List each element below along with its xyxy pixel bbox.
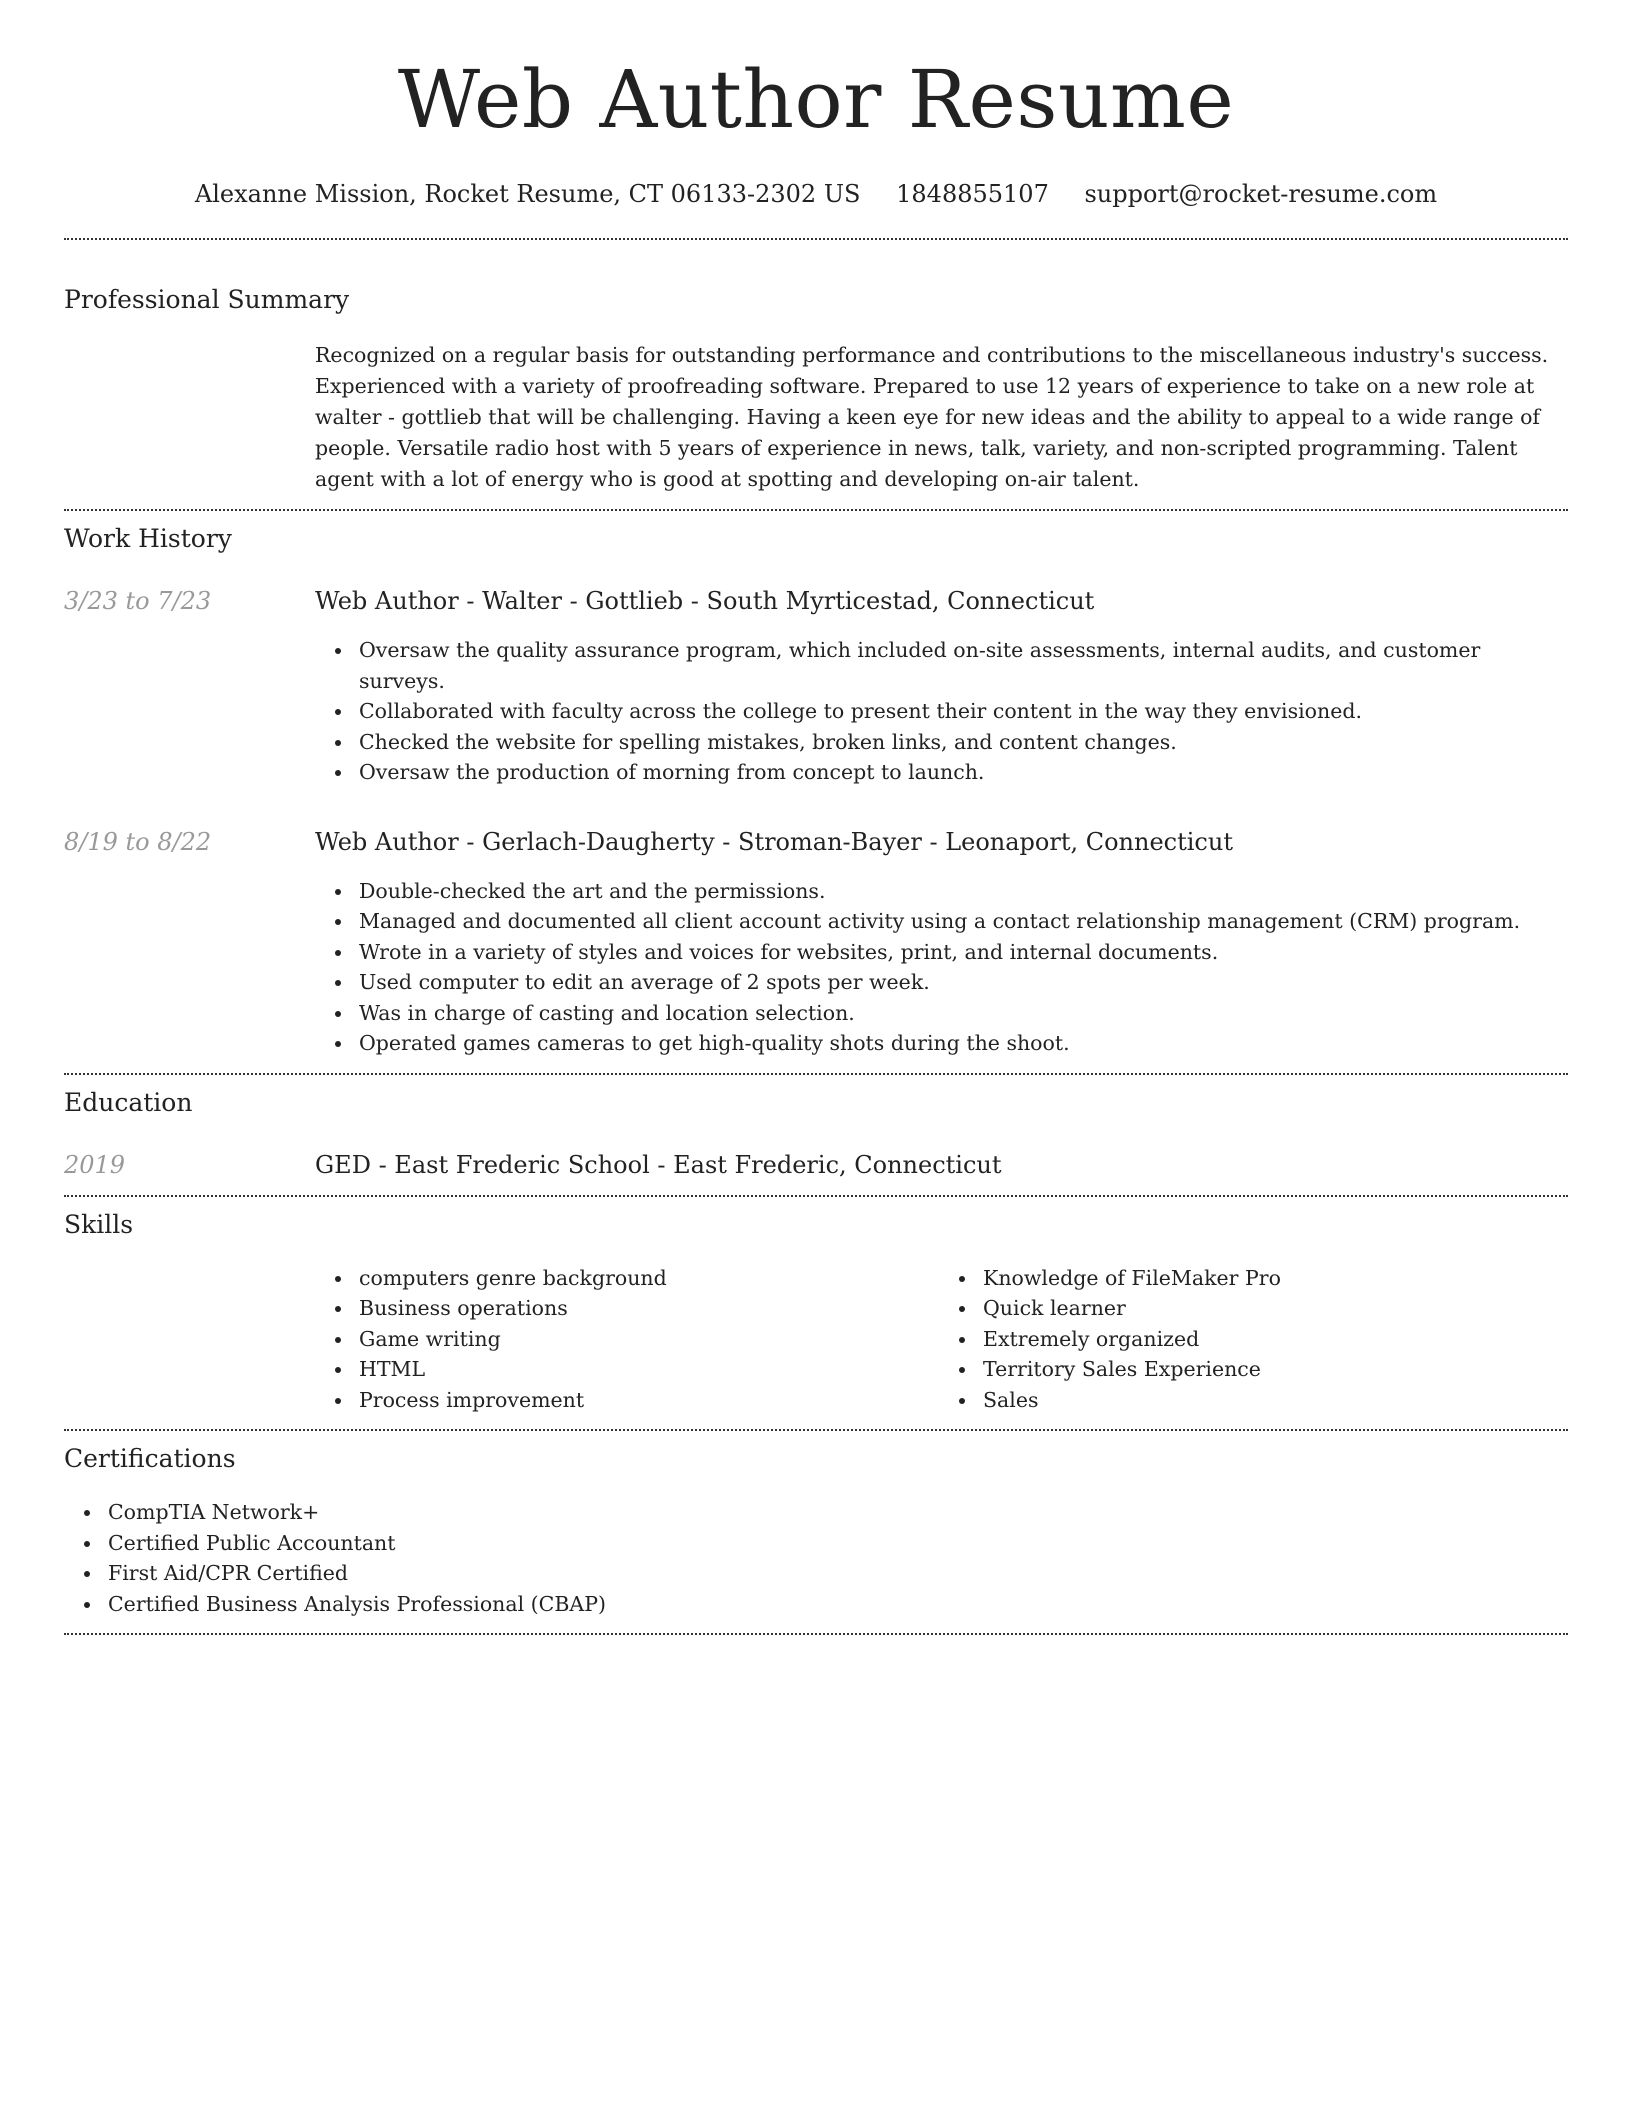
list-item: Used computer to edit an average of 2 spots per week. [323, 967, 1568, 998]
list-item: Sales [947, 1385, 1563, 1416]
job-bullets [323, 876, 1568, 1059]
section-heading-education: Education [64, 1087, 193, 1117]
skills-section [64, 1197, 1568, 1430]
list-item: HTML [323, 1354, 939, 1385]
job-entry [64, 826, 1568, 1073]
section-heading-summary: Professional Summary [64, 285, 350, 314]
job-title: Web Author - Walter - Gottlieb - South Myrticestad, Connecticut [315, 587, 1095, 615]
professional-summary-section [64, 240, 1568, 509]
list-item: Quick learner [947, 1293, 1563, 1324]
list-item: First Aid/CPR Certified [72, 1558, 1568, 1589]
section-heading-work: Work History [64, 524, 232, 553]
job-dates: 3/23 to 7/23 [64, 587, 212, 615]
list-item: Oversaw the quality assurance program, which included on-site assessments, internal audits, and customer surveys. [323, 635, 1568, 696]
job-entry [64, 585, 1568, 788]
list-item: Territory Sales Experience [947, 1354, 1563, 1385]
list-item: Extremely organized [947, 1324, 1563, 1355]
list-item: Collaborated with faculty across the college to present their content in the way they envisioned. [323, 696, 1568, 727]
job-bullets [323, 635, 1568, 788]
list-item: Business operations [323, 1293, 939, 1324]
job-title: Web Author - Gerlach-Daugherty - Stroman-Bayer - Leonaport, Connecticut [315, 827, 1233, 856]
certifications-section [64, 1431, 1568, 1633]
work-history-section [64, 511, 1568, 1073]
list-item: Oversaw the production of morning from concept to launch. [323, 757, 1568, 788]
section-heading-skills: Skills [64, 1209, 134, 1239]
list-item: Checked the website for spelling mistakes, broken links, and content changes. [323, 727, 1568, 758]
list-item: Was in charge of casting and location selection. [323, 998, 1568, 1029]
list-item: Game writing [323, 1324, 939, 1355]
list-item: Process improvement [323, 1385, 939, 1416]
list-item: Double-checked the art and the permissions. [323, 876, 1568, 907]
list-item: Knowledge of FileMaker Pro [947, 1263, 1563, 1294]
list-item: computers genre background [323, 1263, 939, 1294]
skills-list-left [323, 1263, 939, 1416]
list-item: CompTIA Network+ [72, 1497, 1568, 1528]
list-item: Certified Business Analysis Professional (CBAP) [72, 1589, 1568, 1620]
resume-page [64, 0, 1568, 1635]
job-dates: 8/19 to 8/22 [64, 827, 212, 856]
contact-phone: 1848855107 [896, 180, 1049, 208]
list-item: Operated games cameras to get high-quality shots during the shoot. [323, 1028, 1568, 1059]
certifications-list [72, 1497, 1568, 1619]
education-entry [64, 1149, 1568, 1181]
education-section [64, 1075, 1568, 1195]
contact-line [64, 178, 1568, 210]
skills-grid [315, 1263, 1568, 1416]
skills-list-right [947, 1263, 1563, 1416]
contact-email: support@rocket-resume.com [1084, 180, 1438, 208]
education-date: 2019 [64, 1150, 126, 1179]
list-item: Wrote in a variety of styles and voices for websites, print, and internal documents. [323, 937, 1568, 968]
section-divider [64, 1633, 1568, 1635]
education-title: GED - East Frederic School - East Frederic, Connecticut [315, 1150, 1002, 1179]
section-heading-certifications: Certifications [64, 1444, 236, 1473]
summary-text: Recognized on a regular basis for outstanding performance and contributions to the miscellaneous industry's success. Experienced with a variety of proofreading software. Prepared to use 12 years of experience to take on a new role at walter - gottlieb that will be challenging. Having a keen eye for new ideas and the ability to appeal to a wide range of people. Versatile radio host with 5 years of experience in news, talk, variety, and non-scripted programming. Talent agent with a lot of energy who is good at spotting and developing on-air talent. [315, 343, 1549, 491]
page-title: Web Author Resume [397, 53, 1235, 146]
list-item: Managed and documented all client account activity using a contact relationship management (CRM) program. [323, 906, 1568, 937]
contact-address: Alexanne Mission, Rocket Resume, CT 06133-2302 US [194, 180, 861, 208]
list-item: Certified Public Accountant [72, 1528, 1568, 1559]
